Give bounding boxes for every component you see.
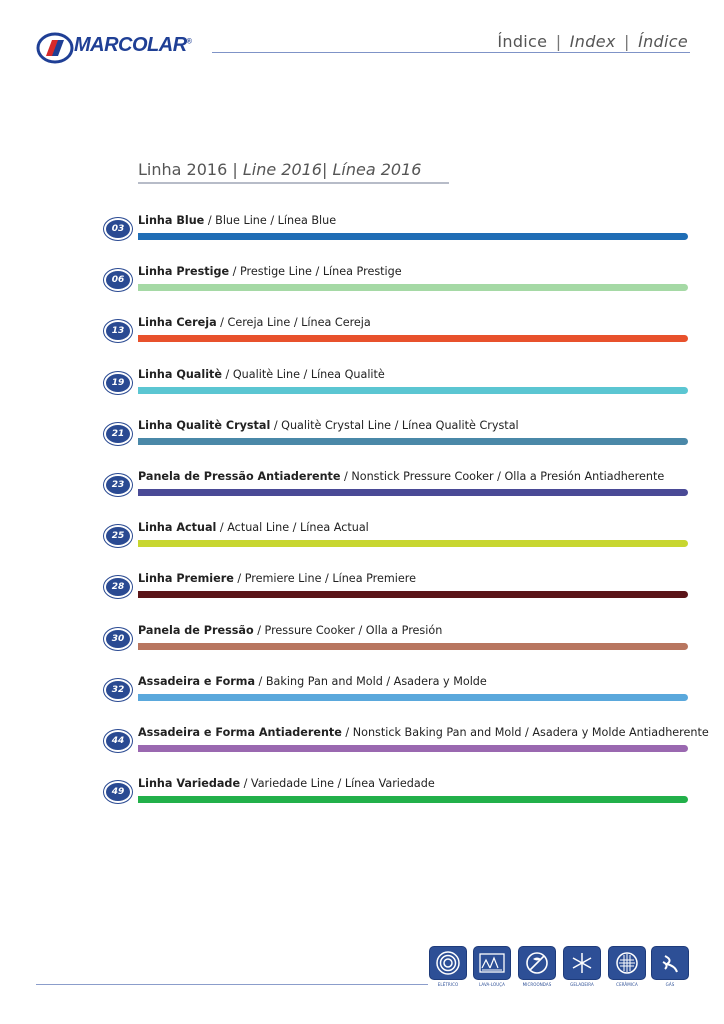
section-title bbox=[138, 160, 421, 179]
compatibility-icons bbox=[428, 946, 690, 988]
entry-title-pt: Assadeira e Forma Antiaderente bbox=[138, 726, 342, 739]
section-title-en: Line 2016 bbox=[242, 160, 322, 179]
entry-translations: / Nonstick Baking Pan and Mold / Asadera y Molde Antiadherente bbox=[341, 726, 709, 739]
entry-translations: / Actual Line / Línea Actual bbox=[216, 521, 369, 534]
entry-label bbox=[138, 624, 442, 637]
entry-title-pt: Linha Prestige bbox=[138, 265, 230, 278]
entry-translations: / Premiere Line / Línea Premiere bbox=[233, 572, 417, 585]
entry-title-pt: Linha Blue bbox=[138, 214, 205, 227]
marcolar-logo-icon bbox=[36, 32, 74, 64]
page-number-badge: 32 bbox=[104, 679, 132, 701]
index-entry[interactable] bbox=[104, 777, 690, 809]
entry-title-pt: Linha Actual bbox=[138, 521, 217, 534]
entry-translations: / Qualitè Crystal Line / Línea Qualitè Crystal bbox=[270, 419, 519, 432]
entry-label bbox=[138, 572, 416, 585]
page-number-badge: 21 bbox=[104, 423, 132, 445]
dishwasher-icon bbox=[473, 946, 511, 980]
entry-title-pt: Linha Variedade bbox=[138, 777, 241, 790]
entry-color-bar bbox=[138, 591, 688, 598]
entry-label bbox=[138, 368, 385, 381]
entry-title-pt: Linha Qualitè bbox=[138, 368, 222, 381]
entry-color-bar bbox=[138, 335, 688, 342]
entry-title-pt: Linha Cereja bbox=[138, 316, 217, 329]
entry-title-pt: Linha Premiere bbox=[138, 572, 234, 585]
footer-divider bbox=[36, 984, 428, 985]
entry-color-bar bbox=[138, 540, 688, 547]
entry-label bbox=[138, 675, 487, 688]
section-title-pt: Linha 2016 bbox=[138, 160, 228, 179]
icon-label: LAVA-LOUÇA bbox=[478, 982, 506, 987]
entry-translations: / Baking Pan and Mold / Asadera y Molde bbox=[255, 675, 487, 688]
title-separator: | bbox=[624, 32, 630, 51]
entry-color-bar bbox=[138, 284, 688, 291]
index-entry[interactable] bbox=[104, 470, 690, 502]
entry-color-bar bbox=[138, 489, 688, 496]
header-divider bbox=[212, 52, 690, 53]
section-underline bbox=[138, 182, 449, 184]
icon-label: GELADEIRA bbox=[570, 982, 594, 987]
entry-label bbox=[138, 214, 336, 227]
index-entry[interactable] bbox=[104, 419, 690, 451]
compat-microwave bbox=[517, 946, 557, 987]
entry-label bbox=[138, 470, 664, 483]
title-en: Index bbox=[569, 32, 616, 51]
compat-dishwasher bbox=[472, 946, 512, 987]
brand-name: MARCOLAR® bbox=[74, 34, 192, 56]
page-number-badge: 30 bbox=[104, 628, 132, 650]
page-title bbox=[497, 32, 688, 51]
compat-ceramic bbox=[607, 946, 647, 987]
entry-label bbox=[138, 316, 371, 329]
entry-title-pt: Panela de Pressão Antiaderente bbox=[138, 470, 341, 483]
index-entry[interactable] bbox=[104, 368, 690, 400]
page-number-badge: 06 bbox=[104, 269, 132, 291]
page-number-badge: 28 bbox=[104, 576, 132, 598]
entry-translations: / Nonstick Pressure Cooker / Olla a Presión Antiadherente bbox=[340, 470, 665, 483]
index-entry[interactable] bbox=[104, 572, 690, 604]
brand-logo bbox=[36, 30, 196, 66]
gas-icon bbox=[651, 946, 689, 980]
entry-color-bar bbox=[138, 387, 688, 394]
index-entry[interactable] bbox=[104, 316, 690, 348]
section-title-es: Línea 2016 bbox=[332, 160, 422, 179]
entry-label bbox=[138, 777, 435, 790]
entry-translations: / Prestige Line / Línea Prestige bbox=[229, 265, 402, 278]
entry-label bbox=[138, 726, 709, 739]
entry-color-bar bbox=[138, 745, 688, 752]
page-number-badge: 13 bbox=[104, 320, 132, 342]
entry-color-bar bbox=[138, 643, 688, 650]
entry-translations: / Qualitè Line / Línea Qualitè bbox=[221, 368, 385, 381]
page-number-badge: 25 bbox=[104, 525, 132, 547]
icon-label: MICROONDAS bbox=[522, 982, 552, 987]
index-entry[interactable] bbox=[104, 265, 690, 297]
compat-electric bbox=[428, 946, 468, 987]
index-entry[interactable] bbox=[104, 624, 690, 656]
entry-translations: / Variedade Line / Línea Variedade bbox=[240, 777, 435, 790]
entry-translations: / Cereja Line / Línea Cereja bbox=[216, 316, 371, 329]
page-number-badge: 03 bbox=[104, 218, 132, 240]
page-number-badge: 23 bbox=[104, 474, 132, 496]
entry-title-pt: Panela de Pressão bbox=[138, 624, 254, 637]
entry-color-bar bbox=[138, 694, 688, 701]
freezer-icon bbox=[563, 946, 601, 980]
ceramic-icon bbox=[608, 946, 646, 980]
icon-label: ELÉTRICO bbox=[437, 982, 459, 987]
page-number-badge: 49 bbox=[104, 781, 132, 803]
index-entry[interactable] bbox=[104, 726, 709, 758]
entry-color-bar bbox=[138, 796, 688, 803]
page-number-badge: 19 bbox=[104, 372, 132, 394]
page-number-badge: 44 bbox=[104, 730, 132, 752]
title-es: Índice bbox=[638, 32, 688, 51]
entry-label bbox=[138, 419, 519, 432]
section-separator: | bbox=[232, 160, 238, 179]
entry-translations: / Pressure Cooker / Olla a Presión bbox=[253, 624, 443, 637]
icon-label: GÁS bbox=[665, 982, 675, 987]
entry-translations: / Blue Line / Línea Blue bbox=[204, 214, 337, 227]
entry-color-bar bbox=[138, 438, 688, 445]
electric-icon bbox=[429, 946, 467, 980]
entry-title-pt: Linha Qualitè Crystal bbox=[138, 419, 271, 432]
title-pt: Índice bbox=[497, 32, 548, 51]
index-entry[interactable] bbox=[104, 521, 690, 553]
section-separator: | bbox=[321, 160, 328, 179]
icon-label: CERÂMICA bbox=[616, 982, 638, 987]
index-entry[interactable] bbox=[104, 675, 690, 707]
entry-label bbox=[138, 265, 402, 278]
entry-color-bar bbox=[138, 233, 688, 240]
index-entry[interactable] bbox=[104, 214, 690, 246]
compat-gas bbox=[650, 946, 690, 987]
compat-freezer bbox=[562, 946, 602, 987]
entry-label bbox=[138, 521, 369, 534]
entry-title-pt: Assadeira e Forma bbox=[138, 675, 255, 688]
microwave-icon bbox=[518, 946, 556, 980]
title-separator: | bbox=[555, 32, 562, 51]
